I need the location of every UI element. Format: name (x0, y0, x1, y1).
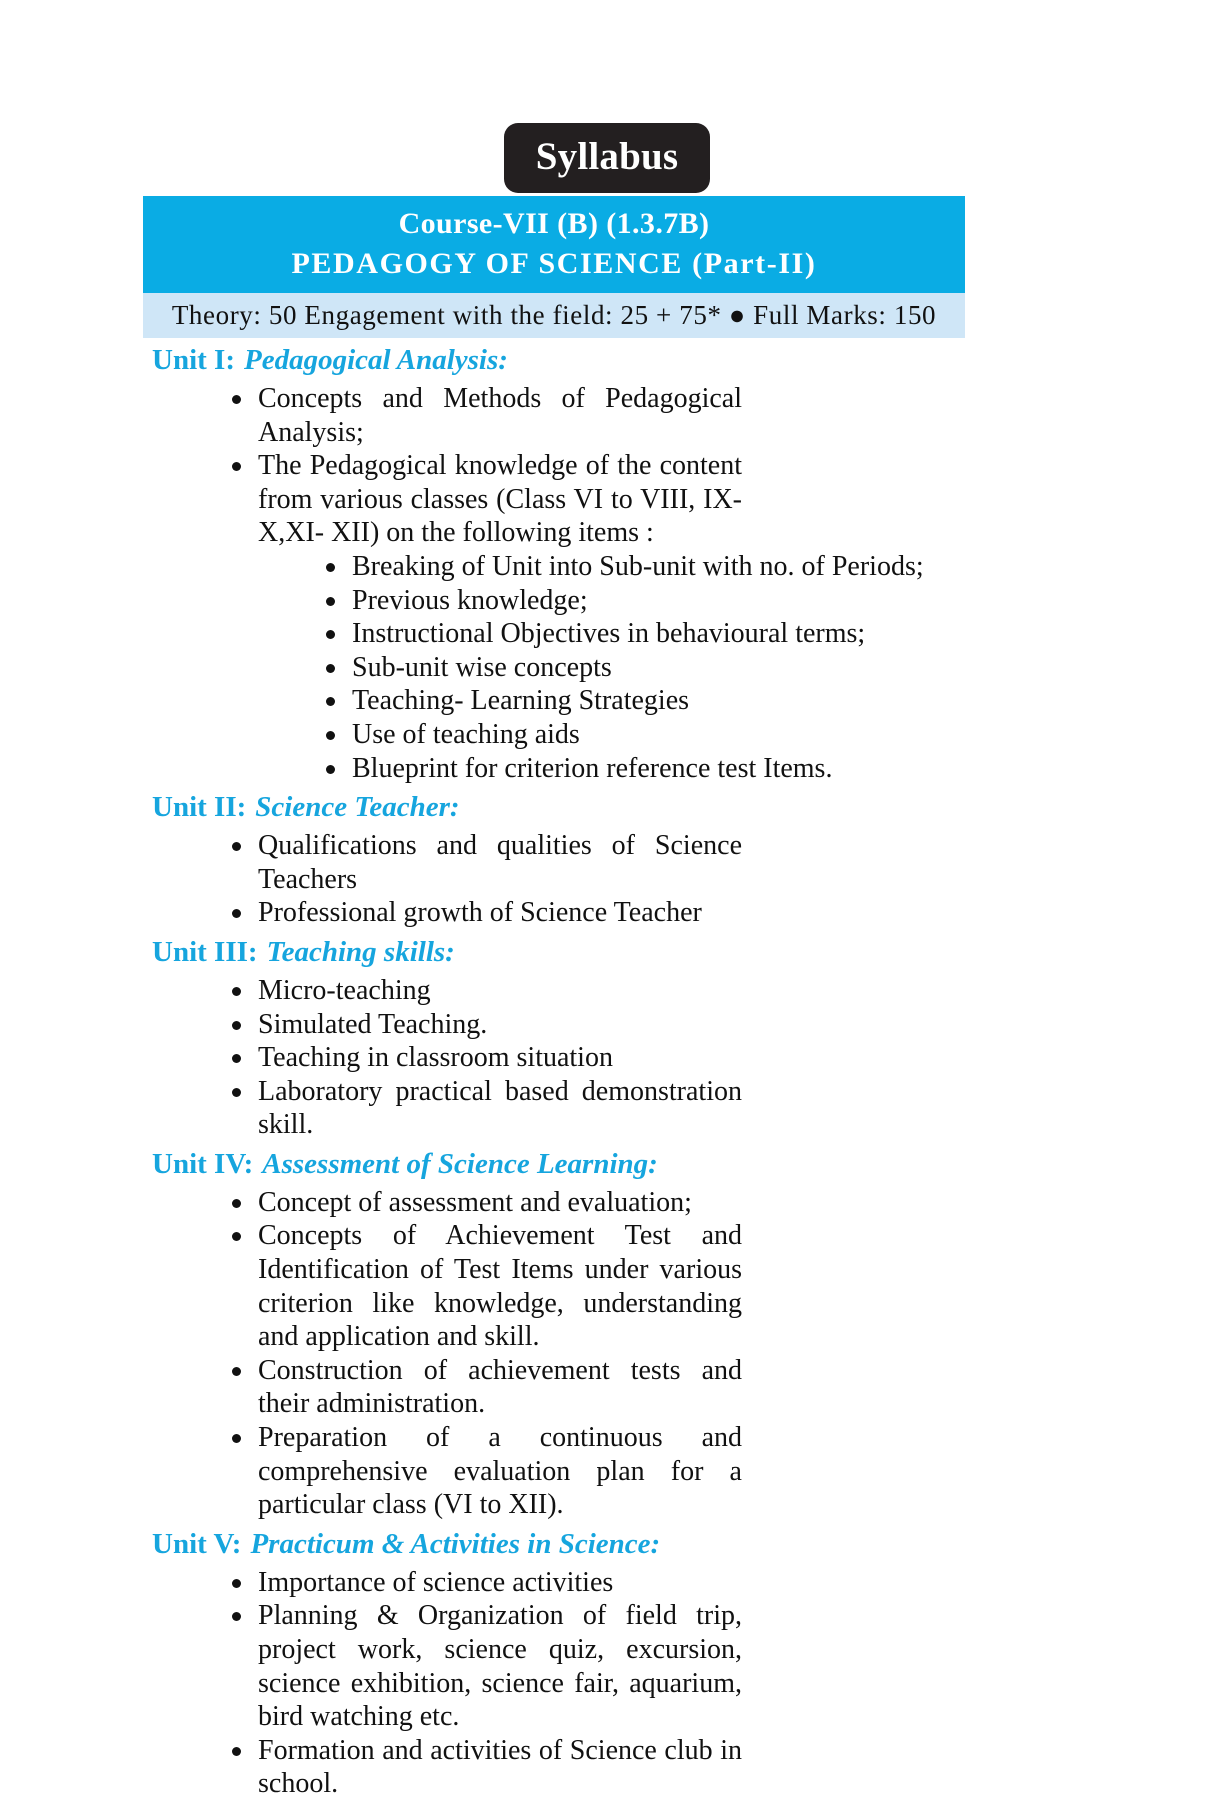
course-banner (143, 196, 965, 295)
unit-section (0, 1522, 1214, 1801)
unit-section (0, 930, 1214, 1142)
unit-bullet-list (0, 382, 924, 785)
sub-bullet-item (326, 684, 1000, 718)
unit-title: Teaching skills: (266, 935, 455, 968)
bullet-text: Simulated Teaching. (258, 1008, 488, 1040)
bullet-item (232, 449, 924, 785)
bullet-text: Concepts and Methods of Pedagogical Analysis; (258, 383, 742, 448)
unit-title: Science Teacher: (255, 791, 460, 824)
bullet-item (232, 1219, 742, 1353)
bullet-dot-icon (232, 1054, 241, 1063)
unit-bullet-list (0, 974, 742, 1142)
bullet-dot-icon (232, 909, 241, 918)
unit-number: Unit V: (152, 1527, 242, 1560)
bullet-item (232, 1566, 742, 1600)
bullet-dot-icon (232, 1612, 241, 1621)
unit-number: Unit II: (152, 791, 247, 824)
bullet-dot-icon (232, 1232, 241, 1241)
bullet-dot-icon (232, 1434, 241, 1443)
bullet-dot-icon (326, 697, 335, 706)
bullet-text: Formation and activities of Science club in school. (258, 1734, 742, 1800)
bullet-item (232, 974, 742, 1008)
sub-bullet-item (326, 752, 1000, 786)
sub-bullet-text: Previous knowledge; (352, 584, 588, 616)
unit-heading (0, 338, 1214, 382)
bullet-text: Concepts of Achievement Test and Identification of Test Items under various criterion like knowledge, understanding and application and skill. (258, 1220, 742, 1353)
unit-heading (0, 785, 1214, 829)
bullet-item (232, 1421, 742, 1522)
sub-bullet-item (326, 617, 1000, 651)
bullet-dot-icon (326, 630, 335, 639)
unit-number: Unit III: (152, 935, 258, 968)
bullet-item (232, 829, 742, 896)
unit-title: Practicum & Activities in Science: (250, 1527, 661, 1560)
bullet-dot-icon (232, 1199, 241, 1208)
unit-section (0, 1142, 1214, 1522)
bullet-dot-icon (232, 1747, 241, 1756)
bullet-dot-icon (326, 765, 335, 774)
bullet-text: Concept of assessment and evaluation; (258, 1186, 692, 1218)
syllabus-badge: Syllabus (504, 123, 711, 193)
syllabus-title-area (0, 123, 1214, 193)
bullet-item (232, 1041, 742, 1075)
sub-bullet-text: Breaking of Unit into Sub-unit with no. of Periods; (352, 550, 924, 582)
bullet-item (232, 1008, 742, 1042)
unit-title: Assessment of Science Learning: (262, 1147, 658, 1180)
unit-heading (0, 1142, 1214, 1186)
unit-heading (0, 930, 1214, 974)
course-name-line: PEDAGOGY OF SCIENCE (Part-II) (291, 247, 817, 280)
sub-bullet-text: Teaching- Learning Strategies (352, 685, 690, 717)
unit-bullet-list (0, 1566, 742, 1801)
bullet-dot-icon (232, 1579, 241, 1588)
unit-heading (0, 1522, 1214, 1566)
bullet-text: Planning & Organization of field trip, project work, science quiz, excursion, science exhibition, science fair, aquarium, bird watching etc. (258, 1600, 742, 1733)
bullet-dot-icon (232, 1021, 241, 1030)
bullet-dot-icon (232, 395, 241, 404)
bullet-item (232, 1186, 742, 1220)
bullet-text: Construction of achievement tests and their administration. (258, 1354, 742, 1420)
bullet-text: Teaching in classroom situation (258, 1042, 613, 1074)
bullet-dot-icon (232, 1367, 241, 1376)
bullet-dot-icon (326, 563, 335, 572)
course-code-line: Course-VII (B) (1.3.7B) (398, 207, 710, 240)
unit-title: Pedagogical Analysis: (243, 344, 508, 376)
bullet-text: Professional growth of Science Teacher (258, 897, 702, 929)
bullet-dot-icon (232, 987, 241, 996)
bullet-item (232, 1354, 742, 1421)
marks-strip: Theory: 50 Engagement with the field: 25 + 75* ● Full Marks: 150 (143, 293, 965, 338)
bullet-item (232, 1075, 742, 1142)
bullet-dot-icon (232, 462, 241, 471)
sub-bullet-item (326, 584, 1000, 618)
unit-sub-bullet-list (258, 550, 1000, 785)
bullet-dot-icon (326, 731, 335, 740)
unit-section (0, 785, 1214, 930)
bullet-item (232, 896, 742, 930)
bullet-text: Importance of science activities (258, 1566, 614, 1598)
sub-bullet-text: Sub-unit wise concepts (352, 651, 612, 683)
unit-number: Unit I: (152, 344, 235, 376)
bullet-text: Preparation of a continuous and comprehensive evaluation plan for a particular class (VI to XII). (258, 1422, 742, 1521)
unit-bullet-list (0, 1186, 742, 1522)
sub-bullet-text: Blueprint for criterion reference test Items. (352, 752, 833, 784)
unit-bullet-list (0, 829, 742, 930)
syllabus-body (0, 338, 1214, 1801)
bullet-dot-icon (232, 1088, 241, 1097)
bullet-dot-icon (326, 597, 335, 606)
bullet-item (232, 1599, 742, 1733)
sub-bullet-text: Use of teaching aids (352, 718, 580, 750)
bullet-dot-icon (232, 842, 241, 851)
sub-bullet-item (326, 651, 1000, 685)
bullet-item (232, 382, 742, 449)
sub-bullet-item (326, 550, 1000, 584)
bullet-text: Laboratory practical based demonstration skill. (258, 1075, 742, 1141)
bullet-text: Micro-teaching (258, 974, 431, 1006)
bullet-item (232, 1734, 742, 1801)
bullet-dot-icon (326, 664, 335, 673)
unit-section (0, 338, 1214, 785)
bullet-text: Qualifications and qualities of Science Teachers (258, 830, 742, 895)
unit-number: Unit IV: (152, 1147, 254, 1180)
bullet-text: The Pedagogical knowledge of the content from various classes (Class VI to VIII, IX-X,XI- XII) on the following items : (258, 450, 742, 549)
sub-bullet-text: Instructional Objectives in behavioural terms; (352, 618, 866, 650)
sub-bullet-item (326, 718, 1000, 752)
